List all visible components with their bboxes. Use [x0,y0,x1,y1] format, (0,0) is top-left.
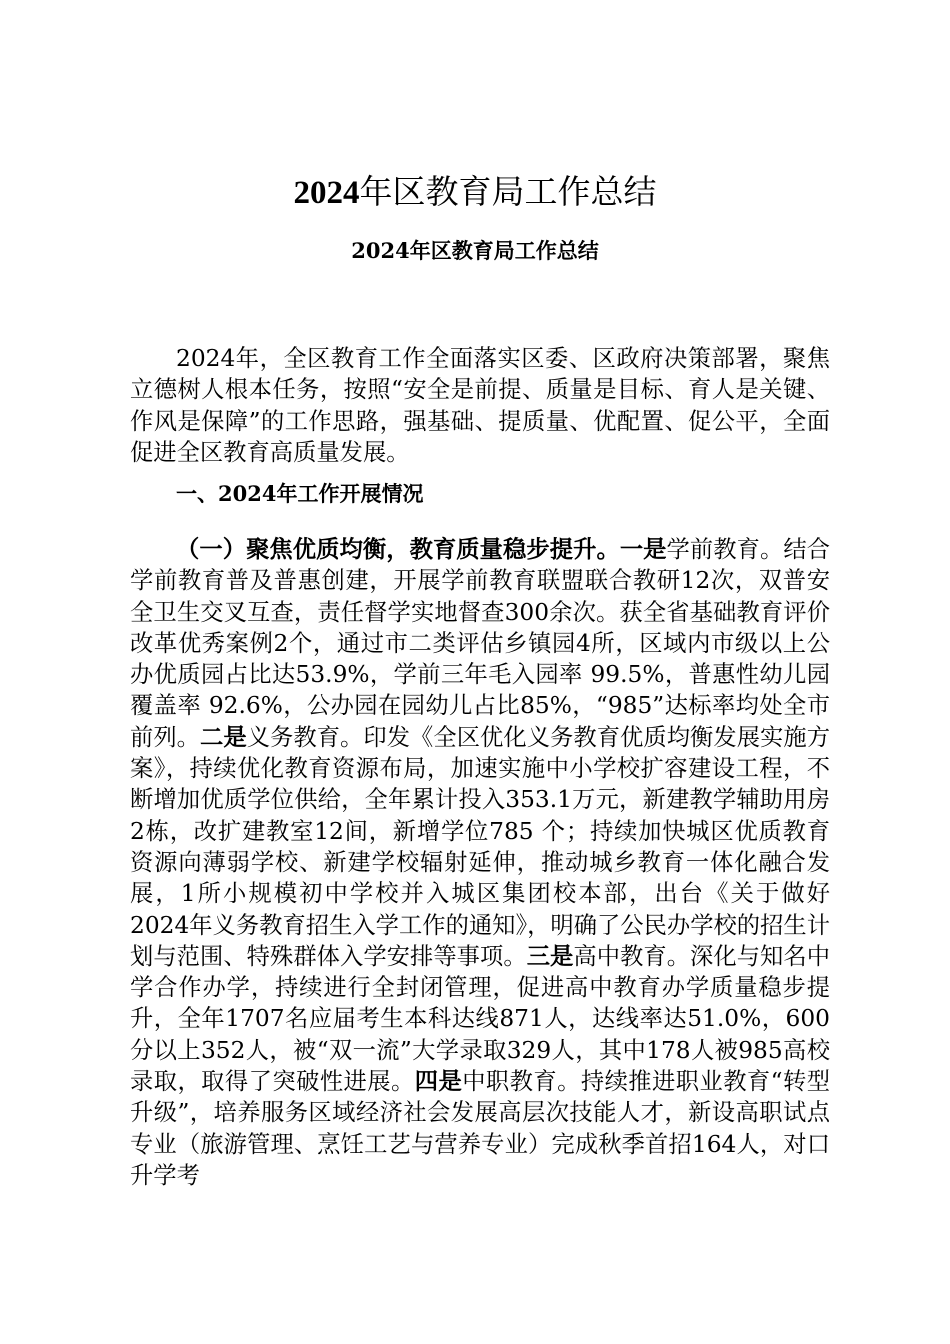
item3-text: 高中教育。深化与知名中学合作办学，持续进行全封闭管理，促进高中教育办学质量稳步提升，全年1707名应届考生本科达线871人，达线率达51.0%，600分以上352人，被“双一流”大学录取329人，其中178人被985高校录取，取得了突破性进展。 [130,942,831,1096]
title-text: 年区教育局工作总结 [359,172,657,211]
item2-label: 二是 [200,723,247,751]
intro-paragraph: 2024年，全区教育工作全面落实区委、区政府决策部署，聚焦立德树人根本任务，按照“安全是前提、质量是目标、育人是关键、作风是保障”的工作思路，强基础、提质量、优配置、促公平，全面促进全区教育高质量发展。 [130,345,830,466]
section1-paragraph [130,534,830,1191]
item1-text: 学前教育。结合学前教育普及普惠创建，开展学前教育联盟联合教研12次，双普安全卫生交叉互查，责任督学实地督查300余次。获全省基础教育评价改革优秀案例2个，通过市二类评估乡镇园4所，区域内市级以上公办优质园占比达53.9%，学前三年毛入园率 99.5%，普惠性幼儿园覆盖率 92.6%，公办园在园幼儿占比85%，“985”达标率均处全市前列。 [130,536,830,751]
document-title [0,170,950,215]
section-heading: 一、2024年工作开展情况 [176,481,424,506]
item4-text: 中职教育。持续推进职业教育“转型升级”，培养服务区域经济社会发展高层次技能人才，新设高职试点专业（旅游管理、烹饪工艺与营养专业）完成秋季首招164人，对口升学考 [130,1068,831,1189]
item4-label: 四是 [414,1068,463,1096]
section1-heading: （一）聚焦优质均衡，教育质量稳步提升。 [176,536,620,563]
title-year: 2024 [293,175,360,211]
item1-label: 一是 [619,536,667,563]
item2-text: 义务教育。印发《全区优化义务教育优质均衡发展实施方案》，持续优化教育资源布局，加速实施中小学校扩容建设工程，不断增加优质学位供给，全年累计投入353.1万元，新建教学辅助用房2栋，改扩建教室12间，新增学位785 个；持续加快城区优质教育资源向薄弱学校、新建学校辐射延伸，推动城乡教育一体化融合发展，1所小规模初中学校并入城区集团校本部，出台《关于做好2024年义务教育招生入学工作的通知》，明确了公民办学校的招生计划与范围、特殊群体入学安排等事项。 [130,723,831,970]
item3-label: 三是 [526,942,574,970]
document-subtitle: 2024年区教育局工作总结 [351,238,599,263]
